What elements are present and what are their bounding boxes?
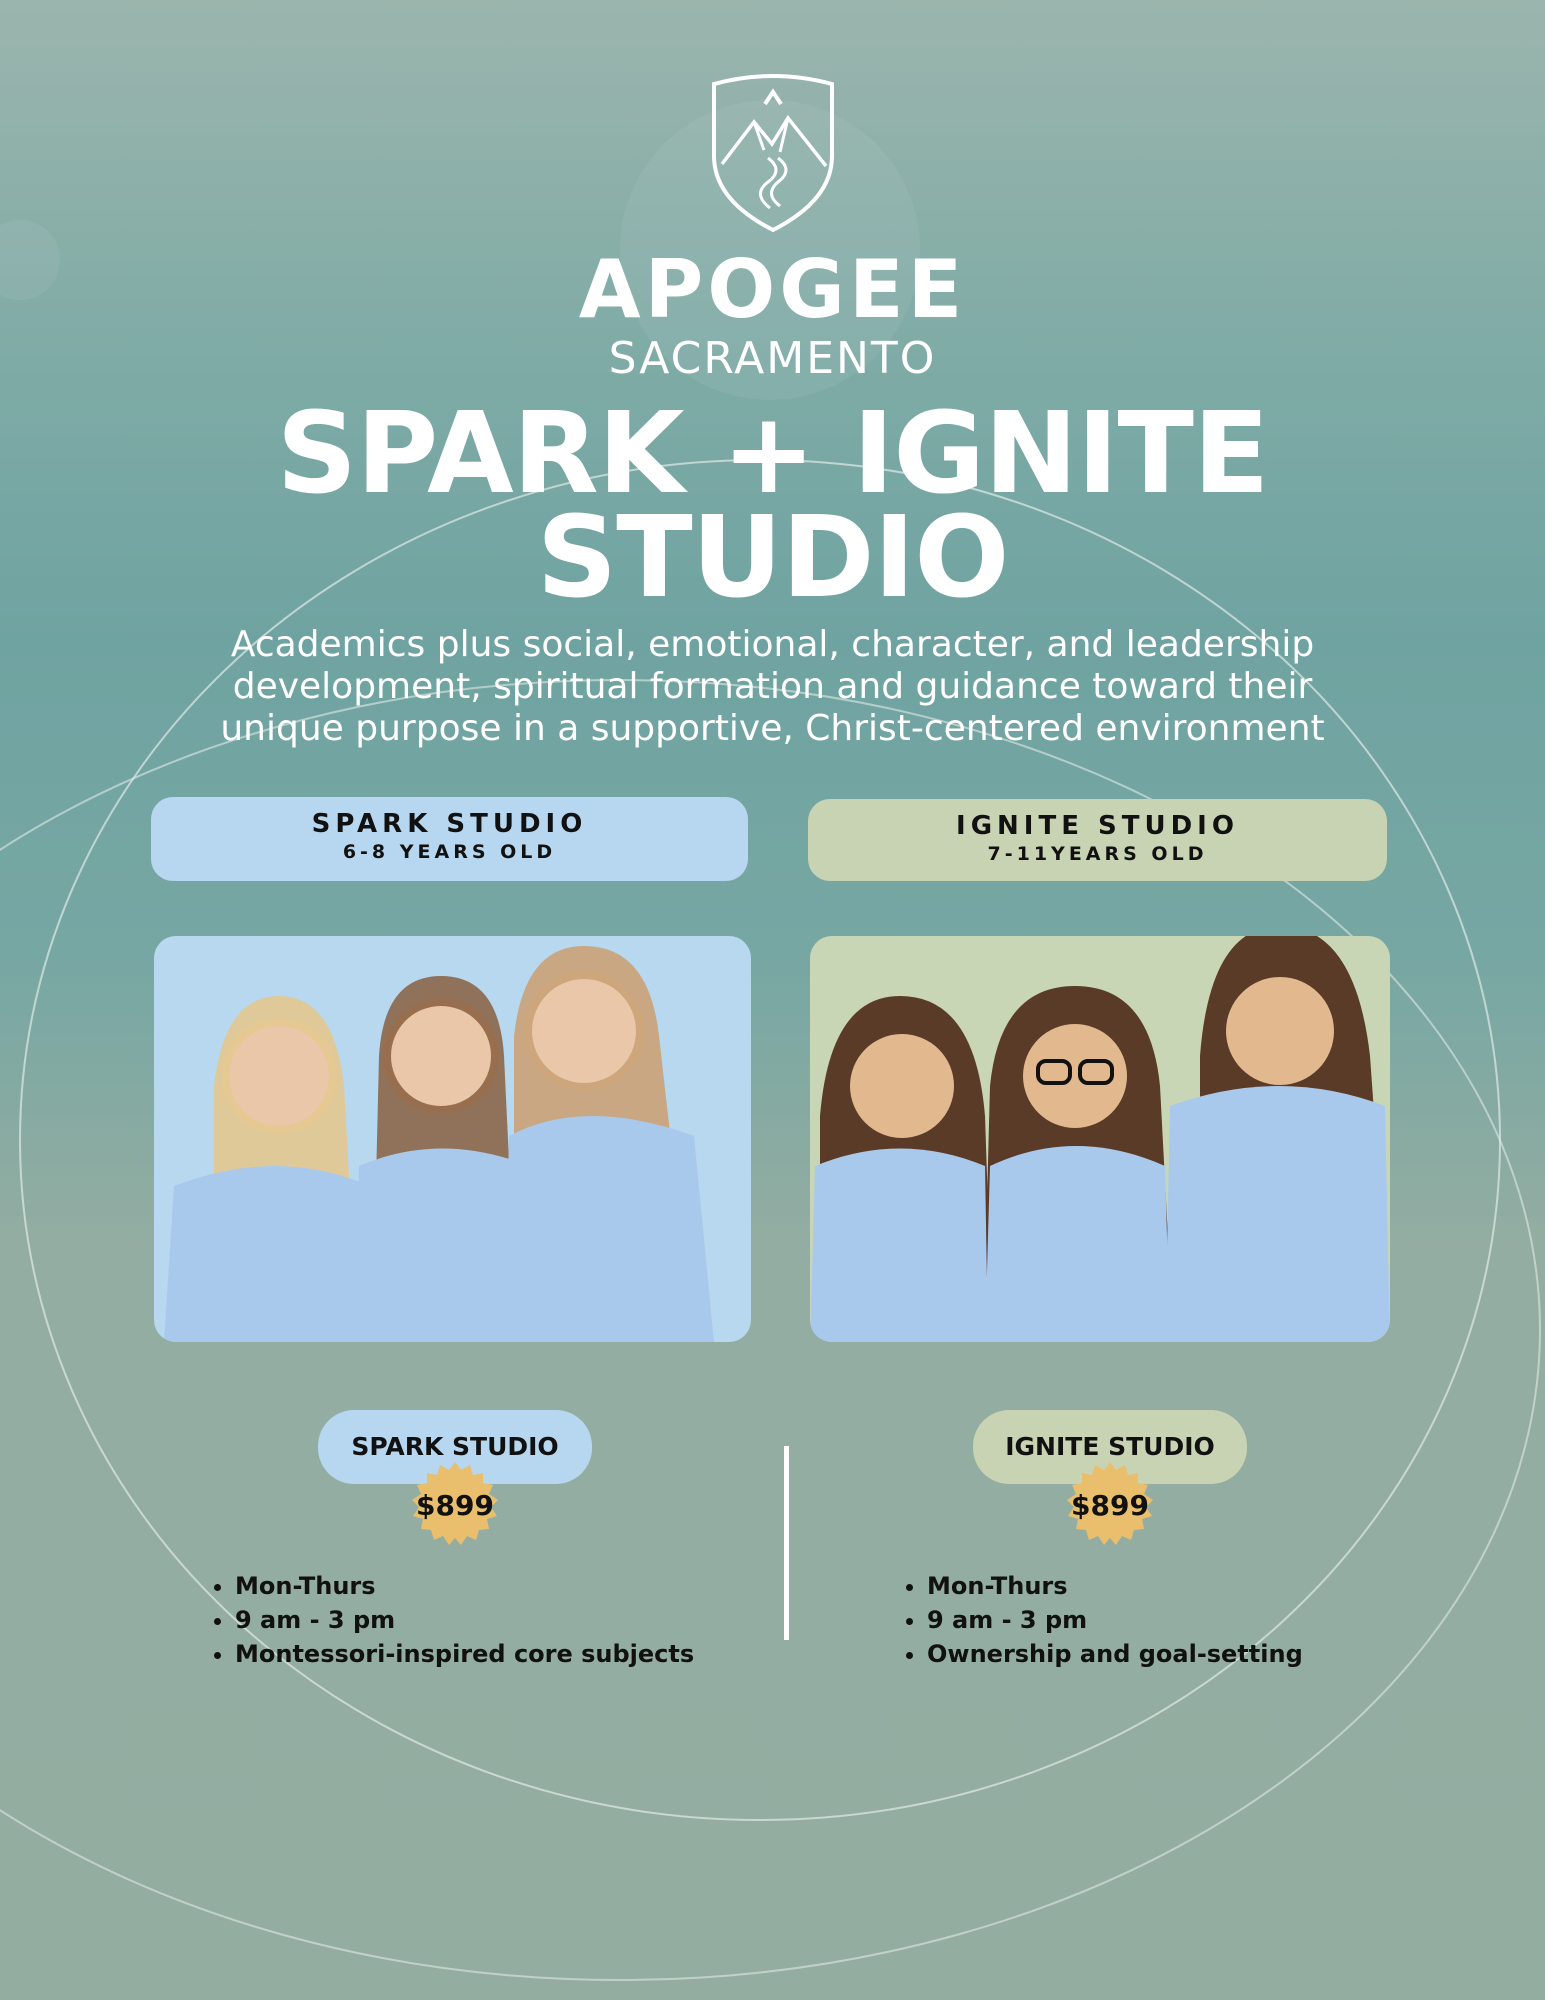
spark-header-title: SPARK STUDIO <box>311 809 588 839</box>
spark-name-pill: SPARK STUDIO <box>318 1410 592 1484</box>
ignite-name-pill: IGNITE STUDIO <box>973 1410 1247 1484</box>
spark-price: $899 <box>416 1489 494 1522</box>
ignite-header-title: IGNITE STUDIO <box>956 811 1239 841</box>
brand-location: SACRAMENTO <box>608 333 937 384</box>
list-item: • Mon-Thurs <box>235 1569 795 1603</box>
ignite-students-photo <box>810 936 1390 1342</box>
list-item: • 9 am - 3 pm <box>927 1603 1447 1637</box>
spark-header-pill <box>151 797 748 881</box>
title-line-2: STUDIO <box>536 493 1009 623</box>
list-item: • 9 am - 3 pm <box>235 1603 795 1637</box>
ignite-feature-list <box>893 1569 1447 1671</box>
tagline: Academics plus social, emotional, character, and leadership development, spiritual formation and guidance toward their unique purpose in a supportive, Christ-centered environment <box>220 624 1325 749</box>
page-title <box>0 389 1545 623</box>
spark-price-badge <box>409 1460 501 1552</box>
title-line-1: SPARK + IGNITE <box>276 389 1269 519</box>
spark-age-range: 6-8 YEARS OLD <box>342 841 557 863</box>
list-item: • Montessori-inspired core subjects <box>235 1637 795 1671</box>
list-item: • Ownership and goal-setting <box>927 1637 1447 1671</box>
ignite-price-badge <box>1064 1460 1156 1552</box>
apogee-shield-logo-icon <box>708 74 838 234</box>
ignite-age-range: 7-11YEARS OLD <box>987 843 1208 865</box>
spark-students-photo <box>154 936 751 1342</box>
list-item: • Mon-Thurs <box>927 1569 1447 1603</box>
ignite-header-pill <box>808 799 1387 881</box>
brand-name: APOGEE <box>578 243 967 336</box>
ignite-price: $899 <box>1071 1489 1149 1522</box>
spark-feature-list <box>201 1569 795 1671</box>
